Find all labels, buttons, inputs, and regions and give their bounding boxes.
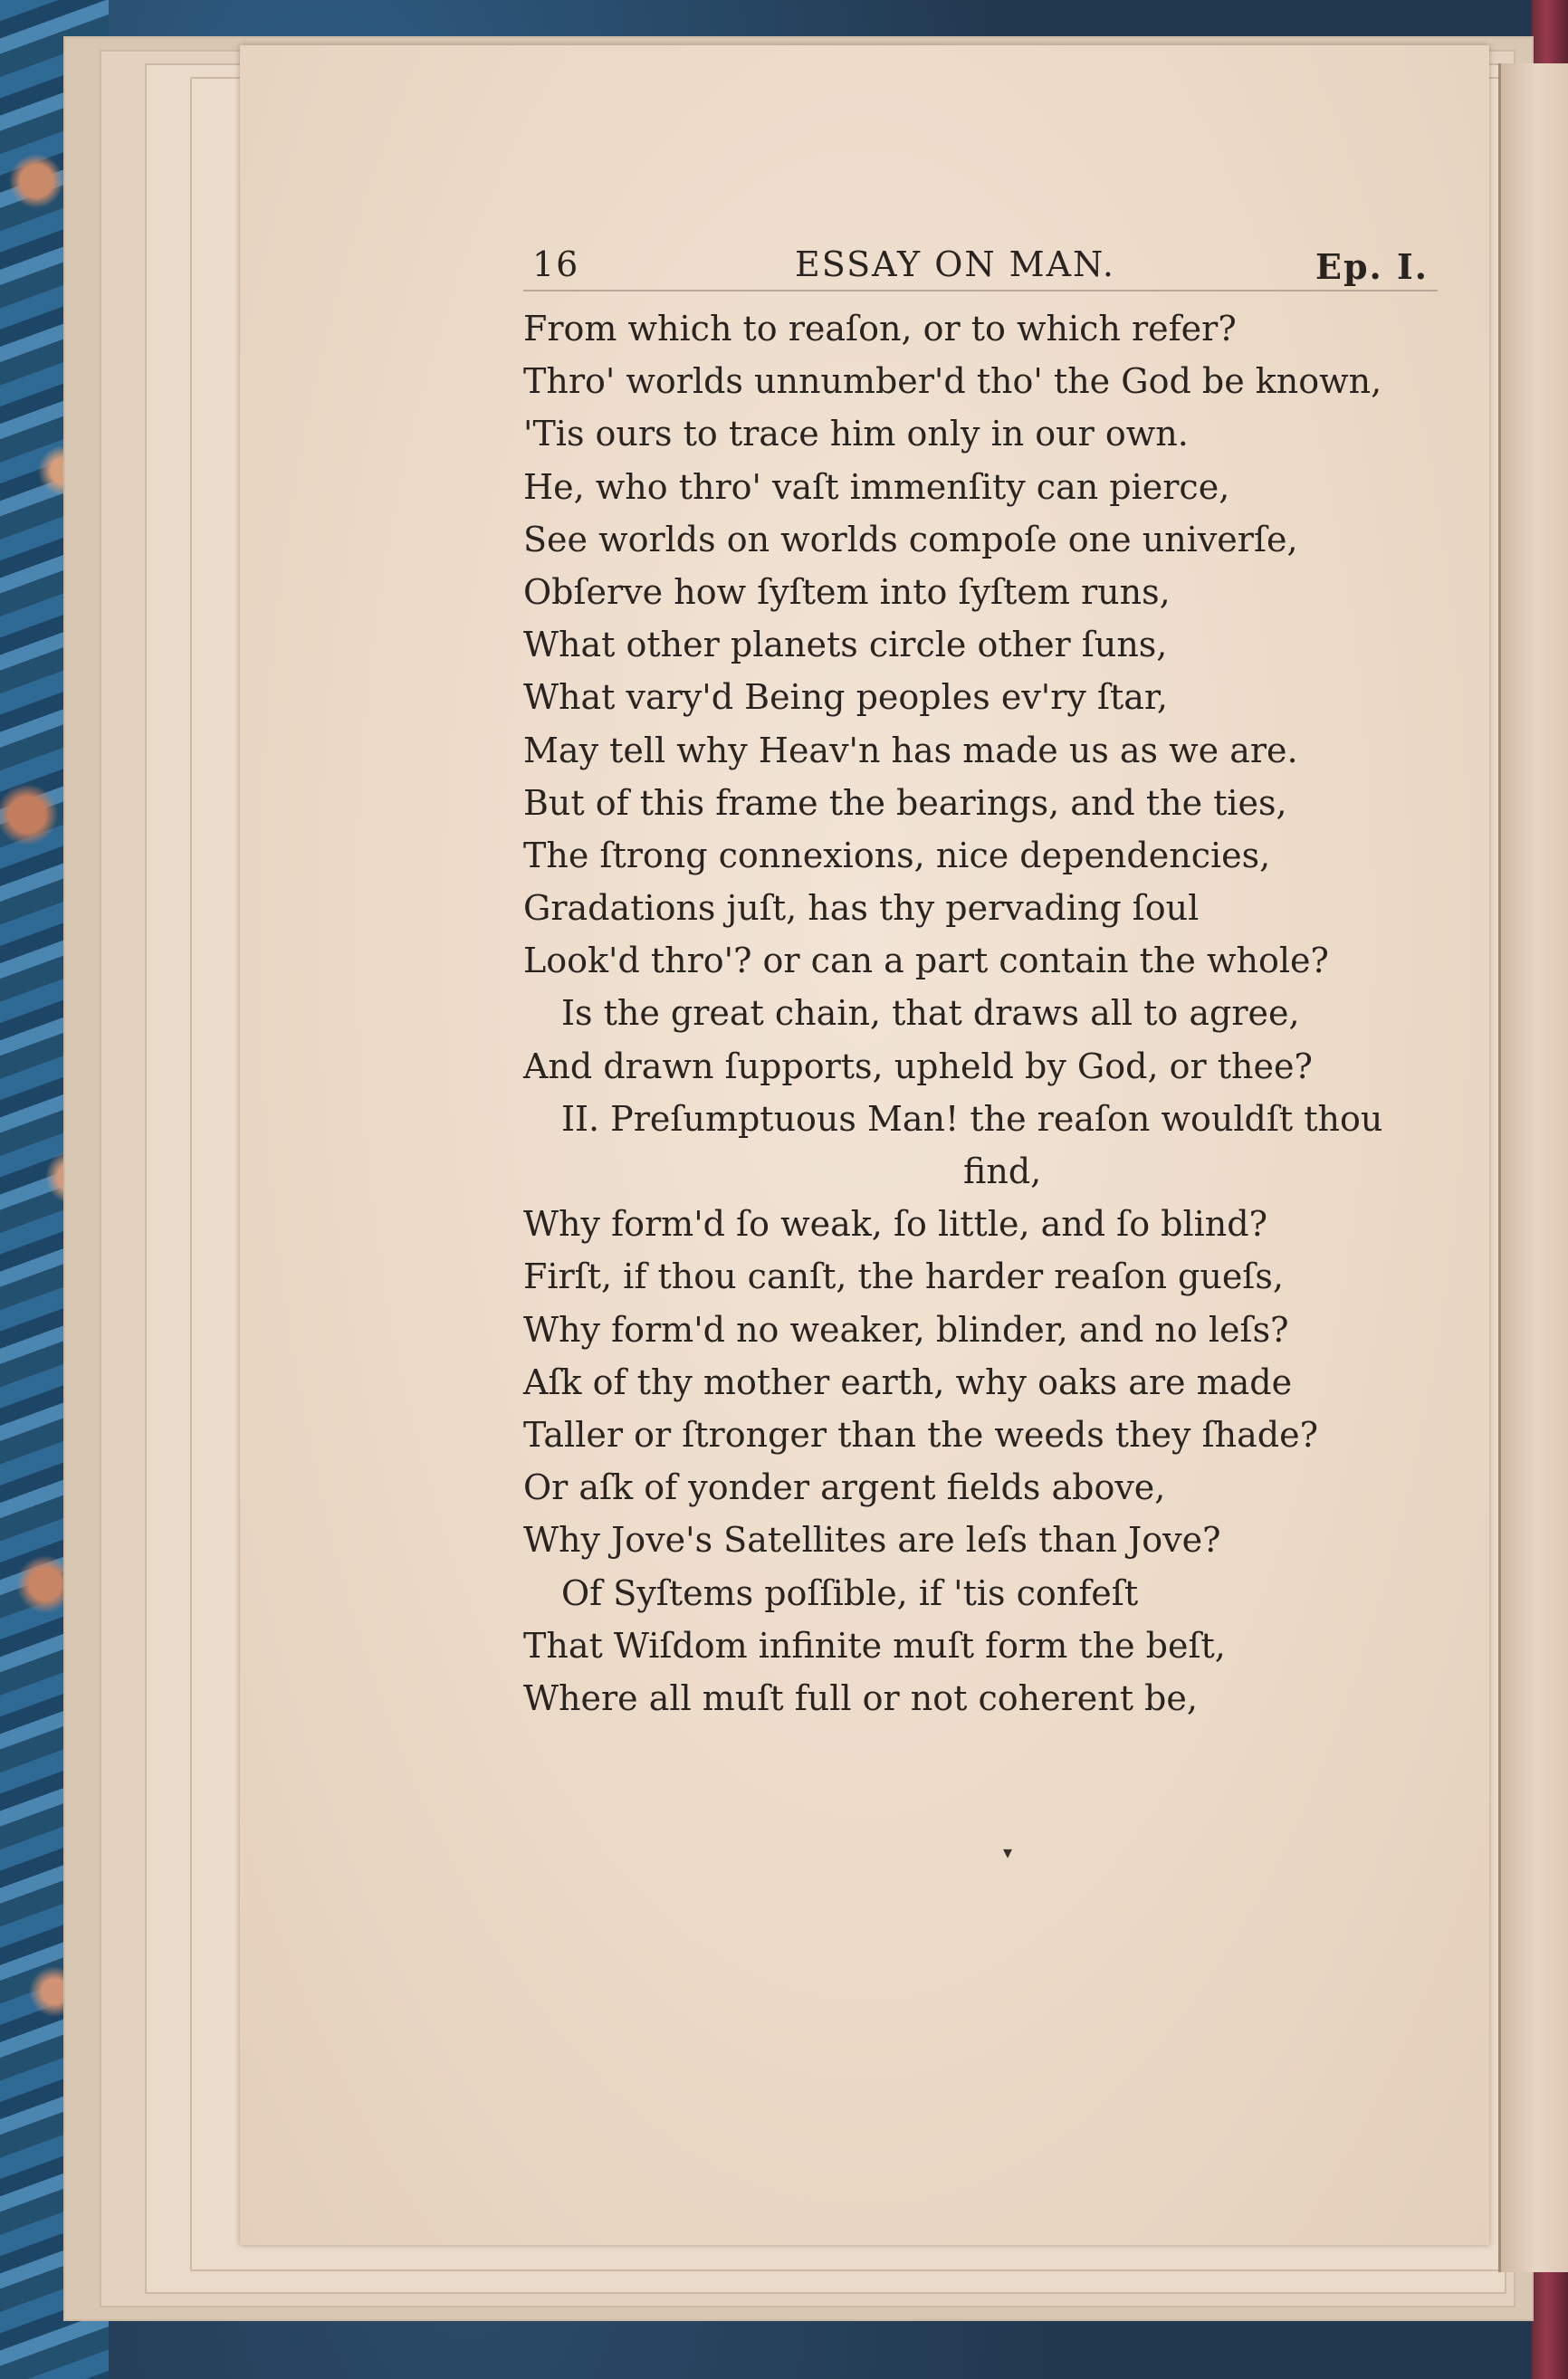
verse-line: Firſt, if thou canſt, the harder reaſon gueſs, xyxy=(523,1256,1284,1297)
verse-line: Of Syſtems poſſible, if 'tis confeſt xyxy=(561,1572,1139,1613)
verse-line: Obſerve how ſyſtem into ſyſtem runs, xyxy=(523,571,1171,612)
verse-line: Why form'd no weaker, blinder, and no leſs? xyxy=(523,1309,1289,1350)
turnover-line: find, xyxy=(963,1151,1042,1191)
verse-line: Thro' worlds unnumber'd tho' the God be known, xyxy=(523,361,1382,402)
verse-line: Why form'd ſo weak, ſo little, and ſo blind? xyxy=(523,1204,1267,1245)
verse-line: And drawn ſupports, upheld by God, or thee? xyxy=(523,1046,1313,1086)
running-title: ESSAY ON MAN. xyxy=(795,244,1115,284)
verse-line: Or aſk of yonder argent fields above, xyxy=(523,1467,1166,1508)
facing-page-edge xyxy=(1498,63,1568,2272)
verse-line: See worlds on worlds compoſe one univerſe, xyxy=(523,519,1298,559)
verse-line: 'Tis ours to trace him only in our own. xyxy=(523,414,1189,454)
page-number: 16 xyxy=(532,244,580,284)
verse-line: Is the great chain, that draws all to agree, xyxy=(561,993,1300,1034)
verse-line: From which to reaſon, or to which refer? xyxy=(523,309,1237,349)
epistle-mark: Ep. I. xyxy=(1315,246,1429,287)
page-text xyxy=(523,226,1438,1725)
verse-line: Look'd thro'? or can a part contain the whole? xyxy=(523,941,1329,981)
verse-line: Taller or ſtronger than the weeds they ſhade? xyxy=(523,1414,1318,1455)
verse-line: The ſtrong connexions, nice dependencies, xyxy=(523,835,1271,875)
verse-line: What vary'd Being peoples ev'ry ſtar, xyxy=(523,677,1168,718)
verse-line: He, who thro' vaſt immenſity can pierce, xyxy=(523,466,1230,507)
verse-line: That Wiſdom infinite muſt form the beſt, xyxy=(523,1625,1226,1666)
verse-line: But of this frame the bearings, and the ties, xyxy=(523,782,1287,823)
running-head xyxy=(523,226,1438,291)
signature-mark: ▾ xyxy=(1003,1841,1013,1863)
verse-line: May tell why Heav'n has made us as we are. xyxy=(523,730,1298,770)
section-opening-line: II. Preſumptuous Man! the reaſon wouldſt thou xyxy=(561,1098,1383,1139)
verse-line: What other planets circle other ſuns, xyxy=(523,625,1168,665)
verse-line: Why Jove's Satellites are leſs than Jove? xyxy=(523,1520,1221,1561)
verse-line: Aſk of thy mother earth, why oaks are made xyxy=(523,1361,1293,1402)
verse-line: Gradations juſt, has thy pervading ſoul xyxy=(523,888,1200,929)
verse-line: Where all muſt full or not coherent be, xyxy=(523,1677,1198,1718)
